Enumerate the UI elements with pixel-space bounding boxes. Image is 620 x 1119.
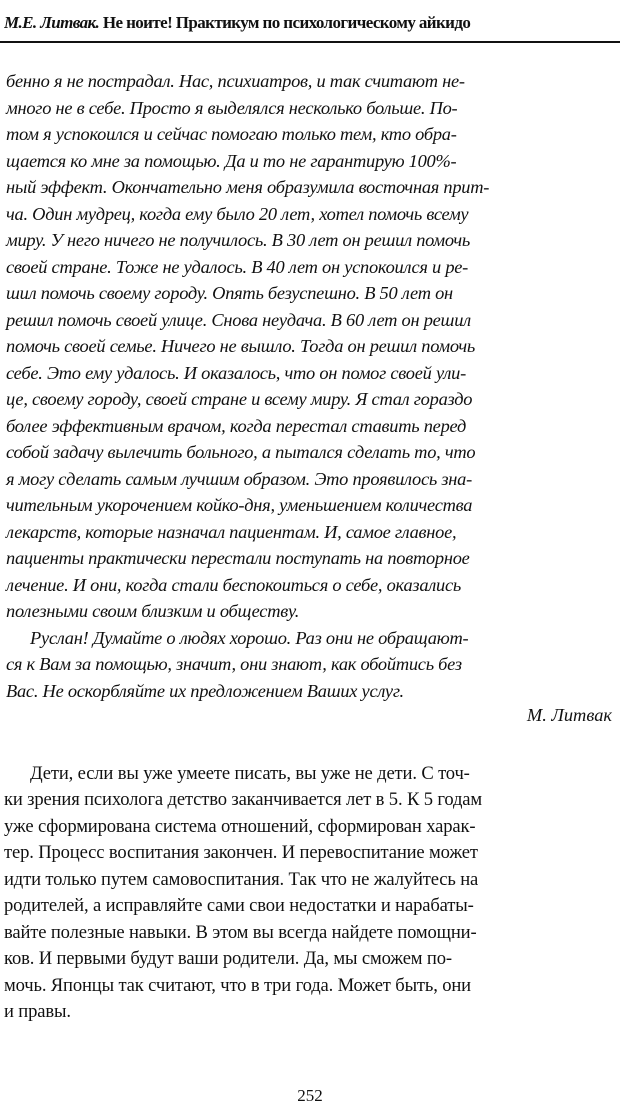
letter-line: це, своему городу, своей стране и всему миру. Я стал гораздо: [6, 389, 473, 409]
letter-line: ся к Вам за помощью, значит, они знают, как обойтись без: [6, 654, 462, 674]
body-line: ки зрения психолога детство заканчивается лет в 5. К 5 годам: [4, 789, 482, 810]
running-header: [4, 12, 616, 34]
letter-line: лекарств, которые назначал пациентам. И, самое главное,: [6, 522, 457, 542]
body-line: мочь. Японцы так считают, что в три года. Может быть, они: [4, 975, 471, 996]
letter-line: своей стране. Тоже не удалось. В 40 лет он успокоился и ре-: [6, 257, 469, 277]
letter-line: помочь своей семье. Ничего не вышло. Тогда он решил помочь: [6, 336, 476, 356]
letter-line: шил помочь своему городу. Опять безуспешно. В 50 лет он: [6, 283, 453, 303]
body-line: уже сформирована система отношений, сформирован харак-: [4, 816, 476, 837]
letter-line: Руслан! Думайте о людях хорошо. Раз они не обращают-: [30, 628, 469, 648]
body-line: и правы.: [4, 1001, 71, 1022]
body-line: вайте полезные навыки. В этом вы всегда найдете помощни-: [4, 922, 477, 943]
letter-line: щается ко мне за помощью. Да и то не гарантирую 100%-: [6, 151, 457, 171]
letter-line: ча. Один мудрец, когда ему было 20 лет, хотел помочь всему: [6, 204, 469, 224]
header-author: М.Е. Литвак.: [4, 13, 100, 32]
letter-line: я могу сделать самым лучшим образом. Это проявилось зна-: [6, 469, 472, 489]
letter-line: лечение. И они, когда стали беспокоиться о себе, оказались: [6, 575, 462, 595]
letter-line: бенно я не пострадал. Нас, психиатров, и так считают не-: [6, 71, 465, 91]
letter-line: более эффективным врачом, когда перестал ставить перед: [6, 416, 467, 436]
page-number: 252: [297, 1086, 323, 1105]
letter-signature: М. Литвак: [526, 705, 612, 725]
body-line: ков. И первыми будут ваши родители. Да, мы сможем по-: [4, 948, 452, 969]
letter-line: полезными своим близким и обществу.: [6, 601, 300, 621]
letter-line: Вас. Не оскорбляйте их предложением Ваших услуг.: [6, 681, 404, 701]
letter-line: ный эффект. Окончательно меня образумила восточная прит-: [6, 177, 490, 197]
body-line: тер. Процесс воспитания закончен. И перевоспитание может: [4, 842, 478, 863]
header-rule: [0, 41, 620, 43]
body-line: Дети, если вы уже умеете писать, вы уже не дети. С точ-: [30, 763, 470, 784]
letter-line: решил помочь своей улице. Снова неудача. В 60 лет он решил: [6, 310, 471, 330]
letter-line: миру. У него ничего не получилось. В 30 лет он решил помочь: [6, 230, 471, 250]
body-line: идти только путем самовоспитания. Так что не жалуйтесь на: [4, 869, 479, 890]
letter-line: том я успокоился и сейчас помогаю только тем, кто обра-: [6, 124, 457, 144]
letter-line: собой задачу вылечить больного, а пытался сделать то, что: [6, 442, 476, 462]
header-title: Не ноите! Практикум по психологическому айкидо: [102, 13, 471, 32]
body-line: родителей, а исправляйте сами свои недостатки и нарабаты-: [4, 895, 474, 916]
letter-line: пациенты практически перестали поступать на повторное: [6, 548, 470, 568]
letter-line: много не в себе. Просто я выделялся несколько больше. По-: [6, 98, 458, 118]
letter-line: себе. Это ему удалось. И оказалось, что он помог своей ули-: [6, 363, 466, 383]
letter-line: чительным укорочением койко-дня, уменьшением количества: [6, 495, 473, 515]
